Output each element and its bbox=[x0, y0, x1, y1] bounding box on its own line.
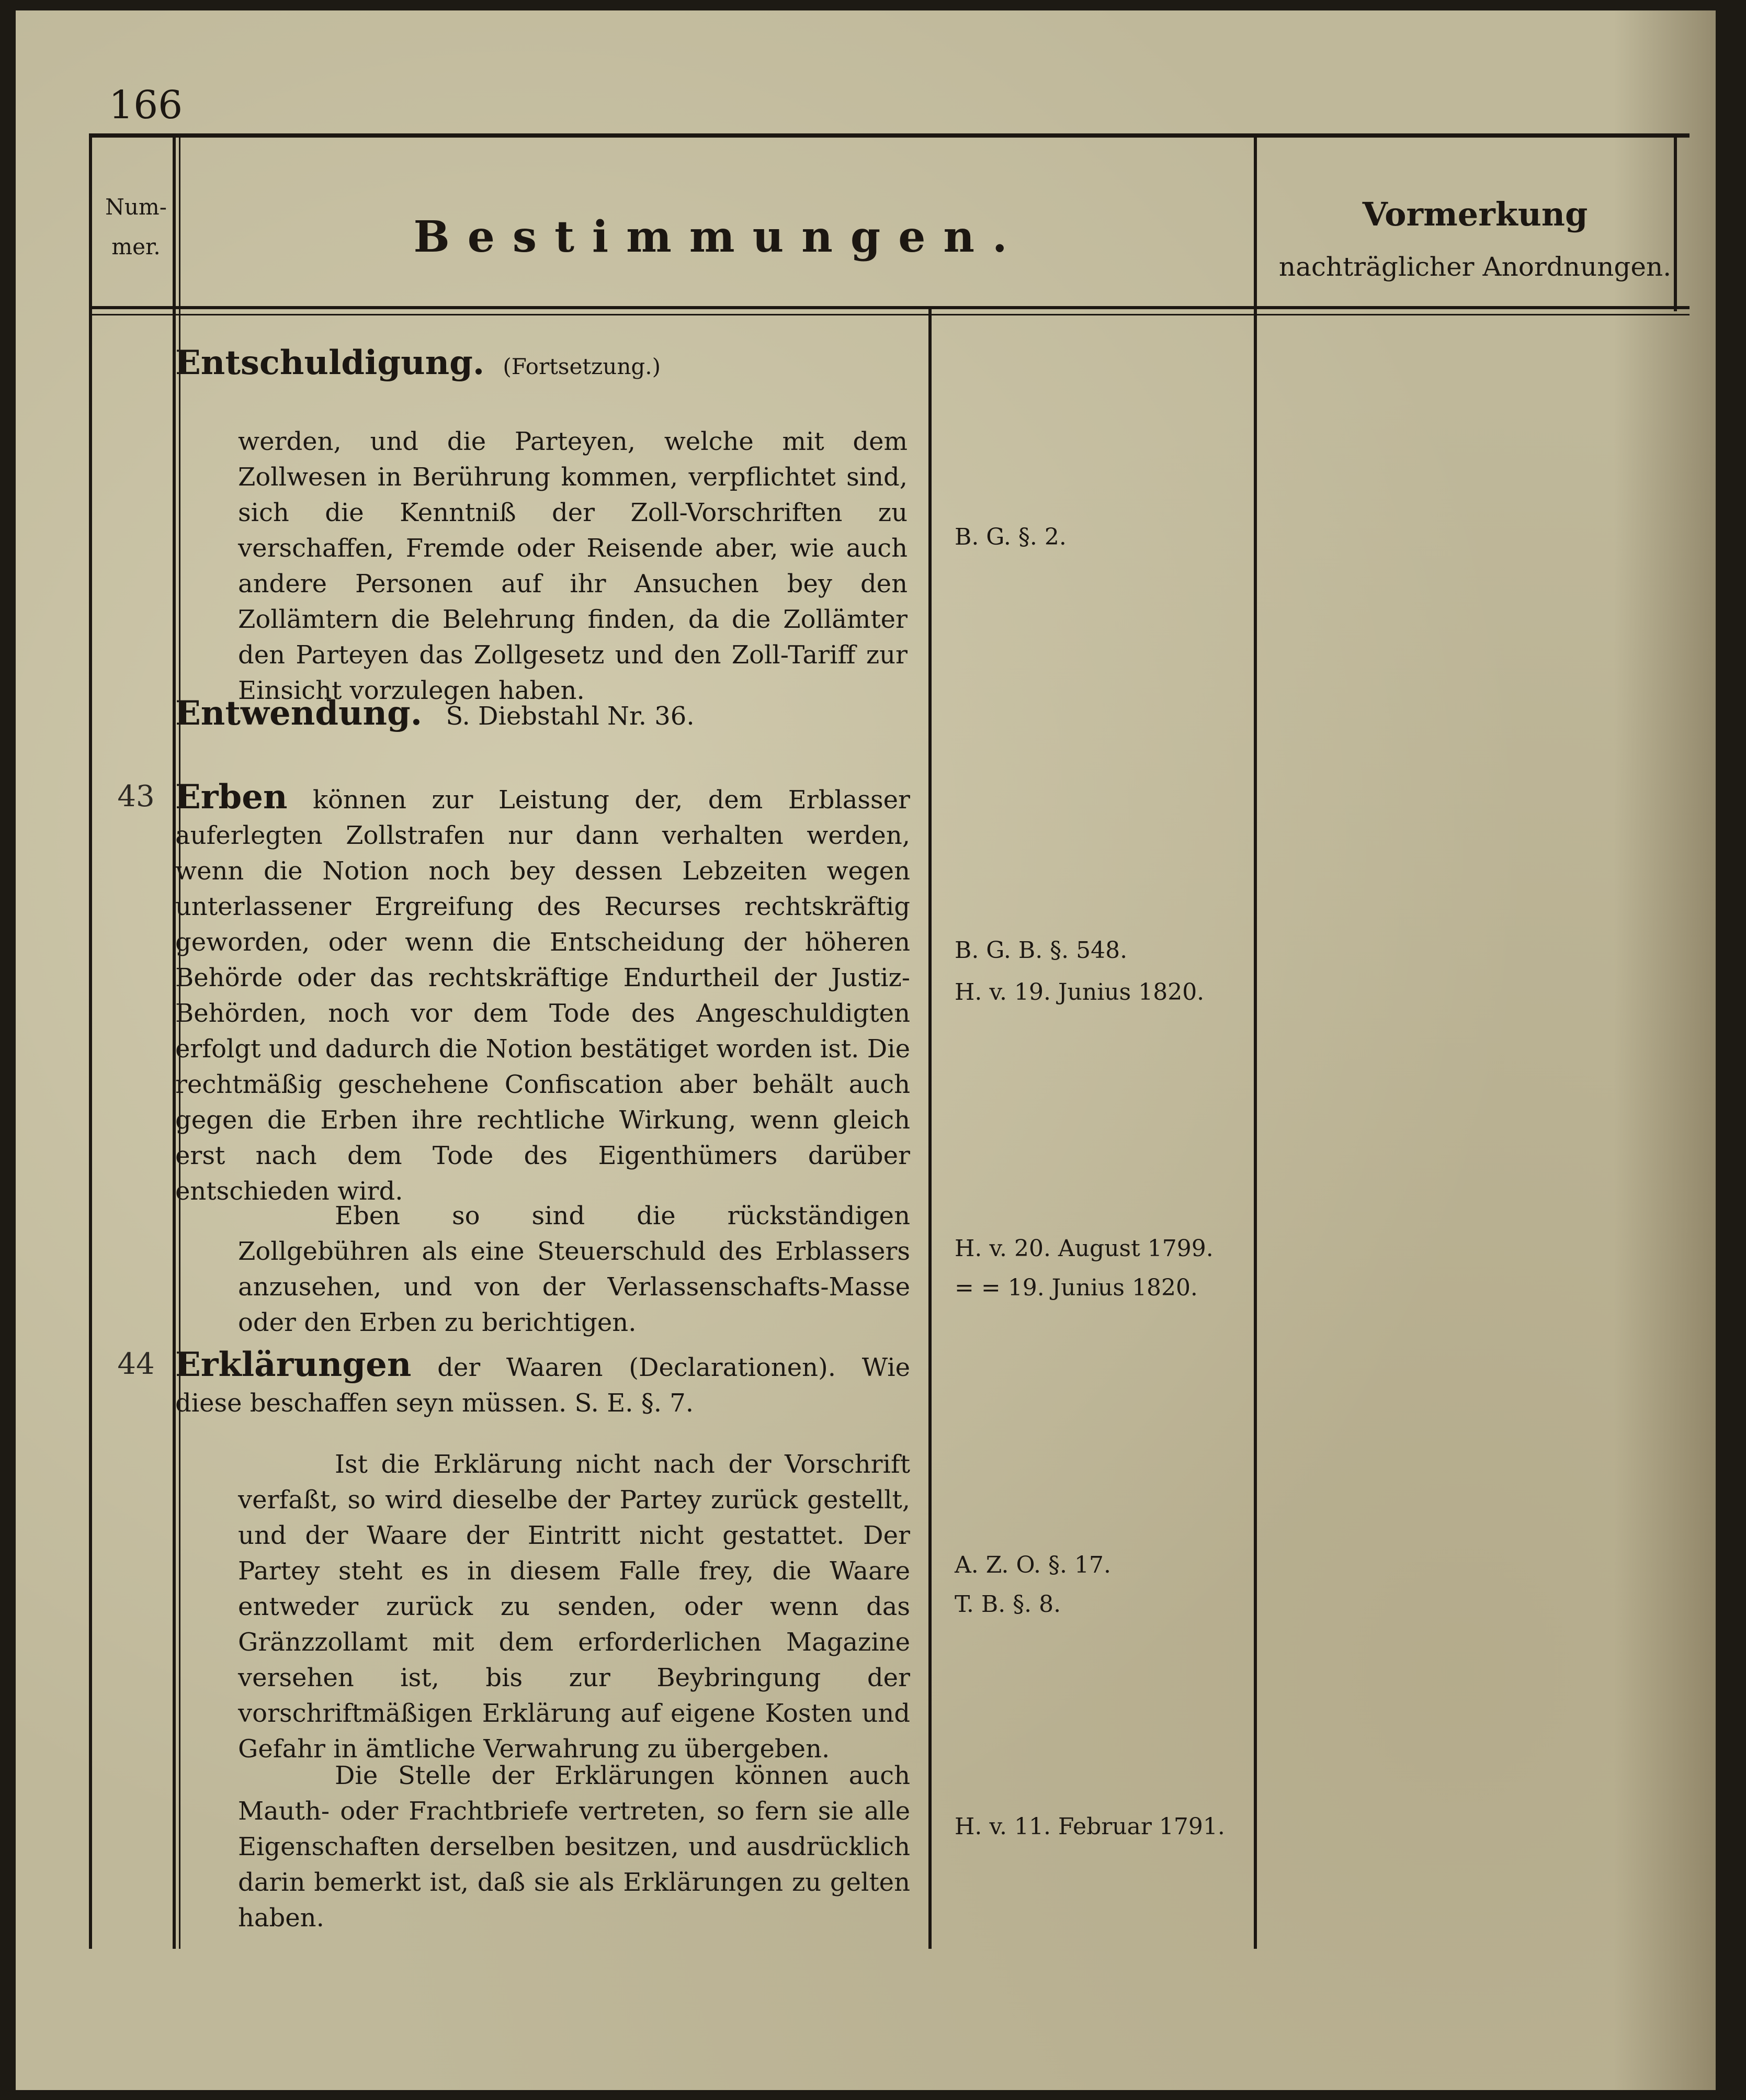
reference-note: T. B. §. 8. bbox=[955, 1591, 1061, 1618]
entry-body: werden, und die Parteyen, welche mit dem Zollwesen in Berührung kommen, verpflichtet sind, sich die Kenntniß der Zoll-Vorschriften zu verschaffen, Fremde oder Reisende aber, wie auch andere Personen auf ihr Ansuchen bey den Zollämtern die Belehrung finden, da die Zollämter den Parteyen das Zollgesetz und den Zoll-Tariff zur Einsicht vorzulegen haben. bbox=[238, 427, 908, 705]
table-left-border bbox=[89, 133, 92, 1949]
entry-body: der Waaren (Declarationen). Wie diese beschaffen seyn müssen. S. E. §. 7. bbox=[175, 1353, 910, 1418]
entry-body: können zur Leistung der, dem Erblasser auferlegten Zollstrafen nur dann verhalten werden, wenn die Notion noch bey dessen Lebzeiten wegen unterlassener Ergreifung des Recurses rechtskräftig geworden, oder wenn die Entscheidung der höheren Behörde oder das rechtskräftige Endurtheil der Justiz-Behörden, noch vor dem Tode des Angeschuldigten erfolgt und dadurch die Notion bestätiget worden ist. Die rechtmäßig geschehene Confiscation aber behält auch gegen die Erben ihre rechtliche Wirkung, wenn gleich erst nach dem Tode des Eigenthümers darüber entschieden wird. bbox=[175, 785, 911, 1206]
entry-number: 43 bbox=[117, 780, 155, 814]
entry-heading: Erklärungen bbox=[175, 1345, 412, 1384]
entry-heading: Entschuldigung. bbox=[175, 343, 485, 382]
vormerkung-column-divider bbox=[1254, 133, 1257, 1949]
reference-note: H. v. 19. Junius 1820. bbox=[955, 979, 1205, 1006]
entry-heading: Erben bbox=[175, 777, 288, 817]
ledger-page bbox=[16, 10, 1716, 2090]
reference-note: A. Z. O. §. 17. bbox=[955, 1552, 1111, 1578]
table-top-rule bbox=[89, 133, 1690, 138]
vormerkung-header-line2: nachträglicher Anordnungen. bbox=[1278, 252, 1672, 282]
entry-number: 44 bbox=[117, 1347, 155, 1381]
reference-note: H. v. 11. Februar 1791. bbox=[955, 1813, 1225, 1840]
number-column-header: Num- mer. bbox=[105, 194, 167, 259]
header-bottom-rule-2 bbox=[89, 314, 1690, 315]
entry-paragraph: Eben so sind die rückständigen Zollgebühren als eine Steuerschuld des Erblassers anzusehen, und von der Verlassenschafts-Masse oder den Erben zu berichtigen. bbox=[238, 1201, 910, 1337]
entry-heading: Entwendung. bbox=[175, 694, 423, 733]
entry-paragraph: Die Stelle der Erklärungen können auch Mauth- oder Frachtbriefe vertreten, so fern sie alle Eigenschaften derselben besitzen, und ausdrücklich darin bemerkt ist, daß sie als Erklärungen zu gelten haben. bbox=[238, 1761, 910, 1933]
entry-entwendung bbox=[175, 696, 908, 734]
reference-note: B. G. §. 2. bbox=[955, 524, 1067, 550]
vormerkung-header-line1: Vormerkung bbox=[1362, 195, 1588, 233]
reference-note: = = 19. Junius 1820. bbox=[955, 1274, 1198, 1301]
vormerkung-header bbox=[1271, 188, 1679, 293]
reference-note: H. v. 20. August 1799. bbox=[955, 1235, 1214, 1262]
cross-reference: S. Diebstahl Nr. 36. bbox=[446, 702, 695, 731]
page-number: 166 bbox=[109, 83, 183, 128]
entry-erben bbox=[175, 777, 911, 1209]
header-bottom-rule bbox=[89, 306, 1690, 309]
entry-paragraph: Ist die Erklärung nicht nach der Vorschrift verfaßt, so wird dieselbe der Partey zurück gestellt, und der Waare der Eintritt nicht gestattet. Der Partey steht es in diesem Falle frey, die Waare entweder zurück zu senden, oder wenn das Gränzzollamt mit dem erforderlichen Magazine versehen ist, bis zur Beybringung der vorschriftmäßigen Erklärung auf eigene Kosten und Gefahr in ämtliche Verwahrung zu übergeben. bbox=[238, 1450, 910, 1764]
entry-heading-note: (Fortsetzung.) bbox=[503, 354, 661, 379]
reference-note: B. G. B. §. 548. bbox=[955, 937, 1128, 964]
entry-erklaerungen bbox=[175, 1347, 910, 1421]
entry-entschuldigung bbox=[175, 345, 908, 385]
section-title: Bestimmungen. bbox=[413, 212, 1025, 262]
reference-column-divider bbox=[928, 309, 932, 1949]
